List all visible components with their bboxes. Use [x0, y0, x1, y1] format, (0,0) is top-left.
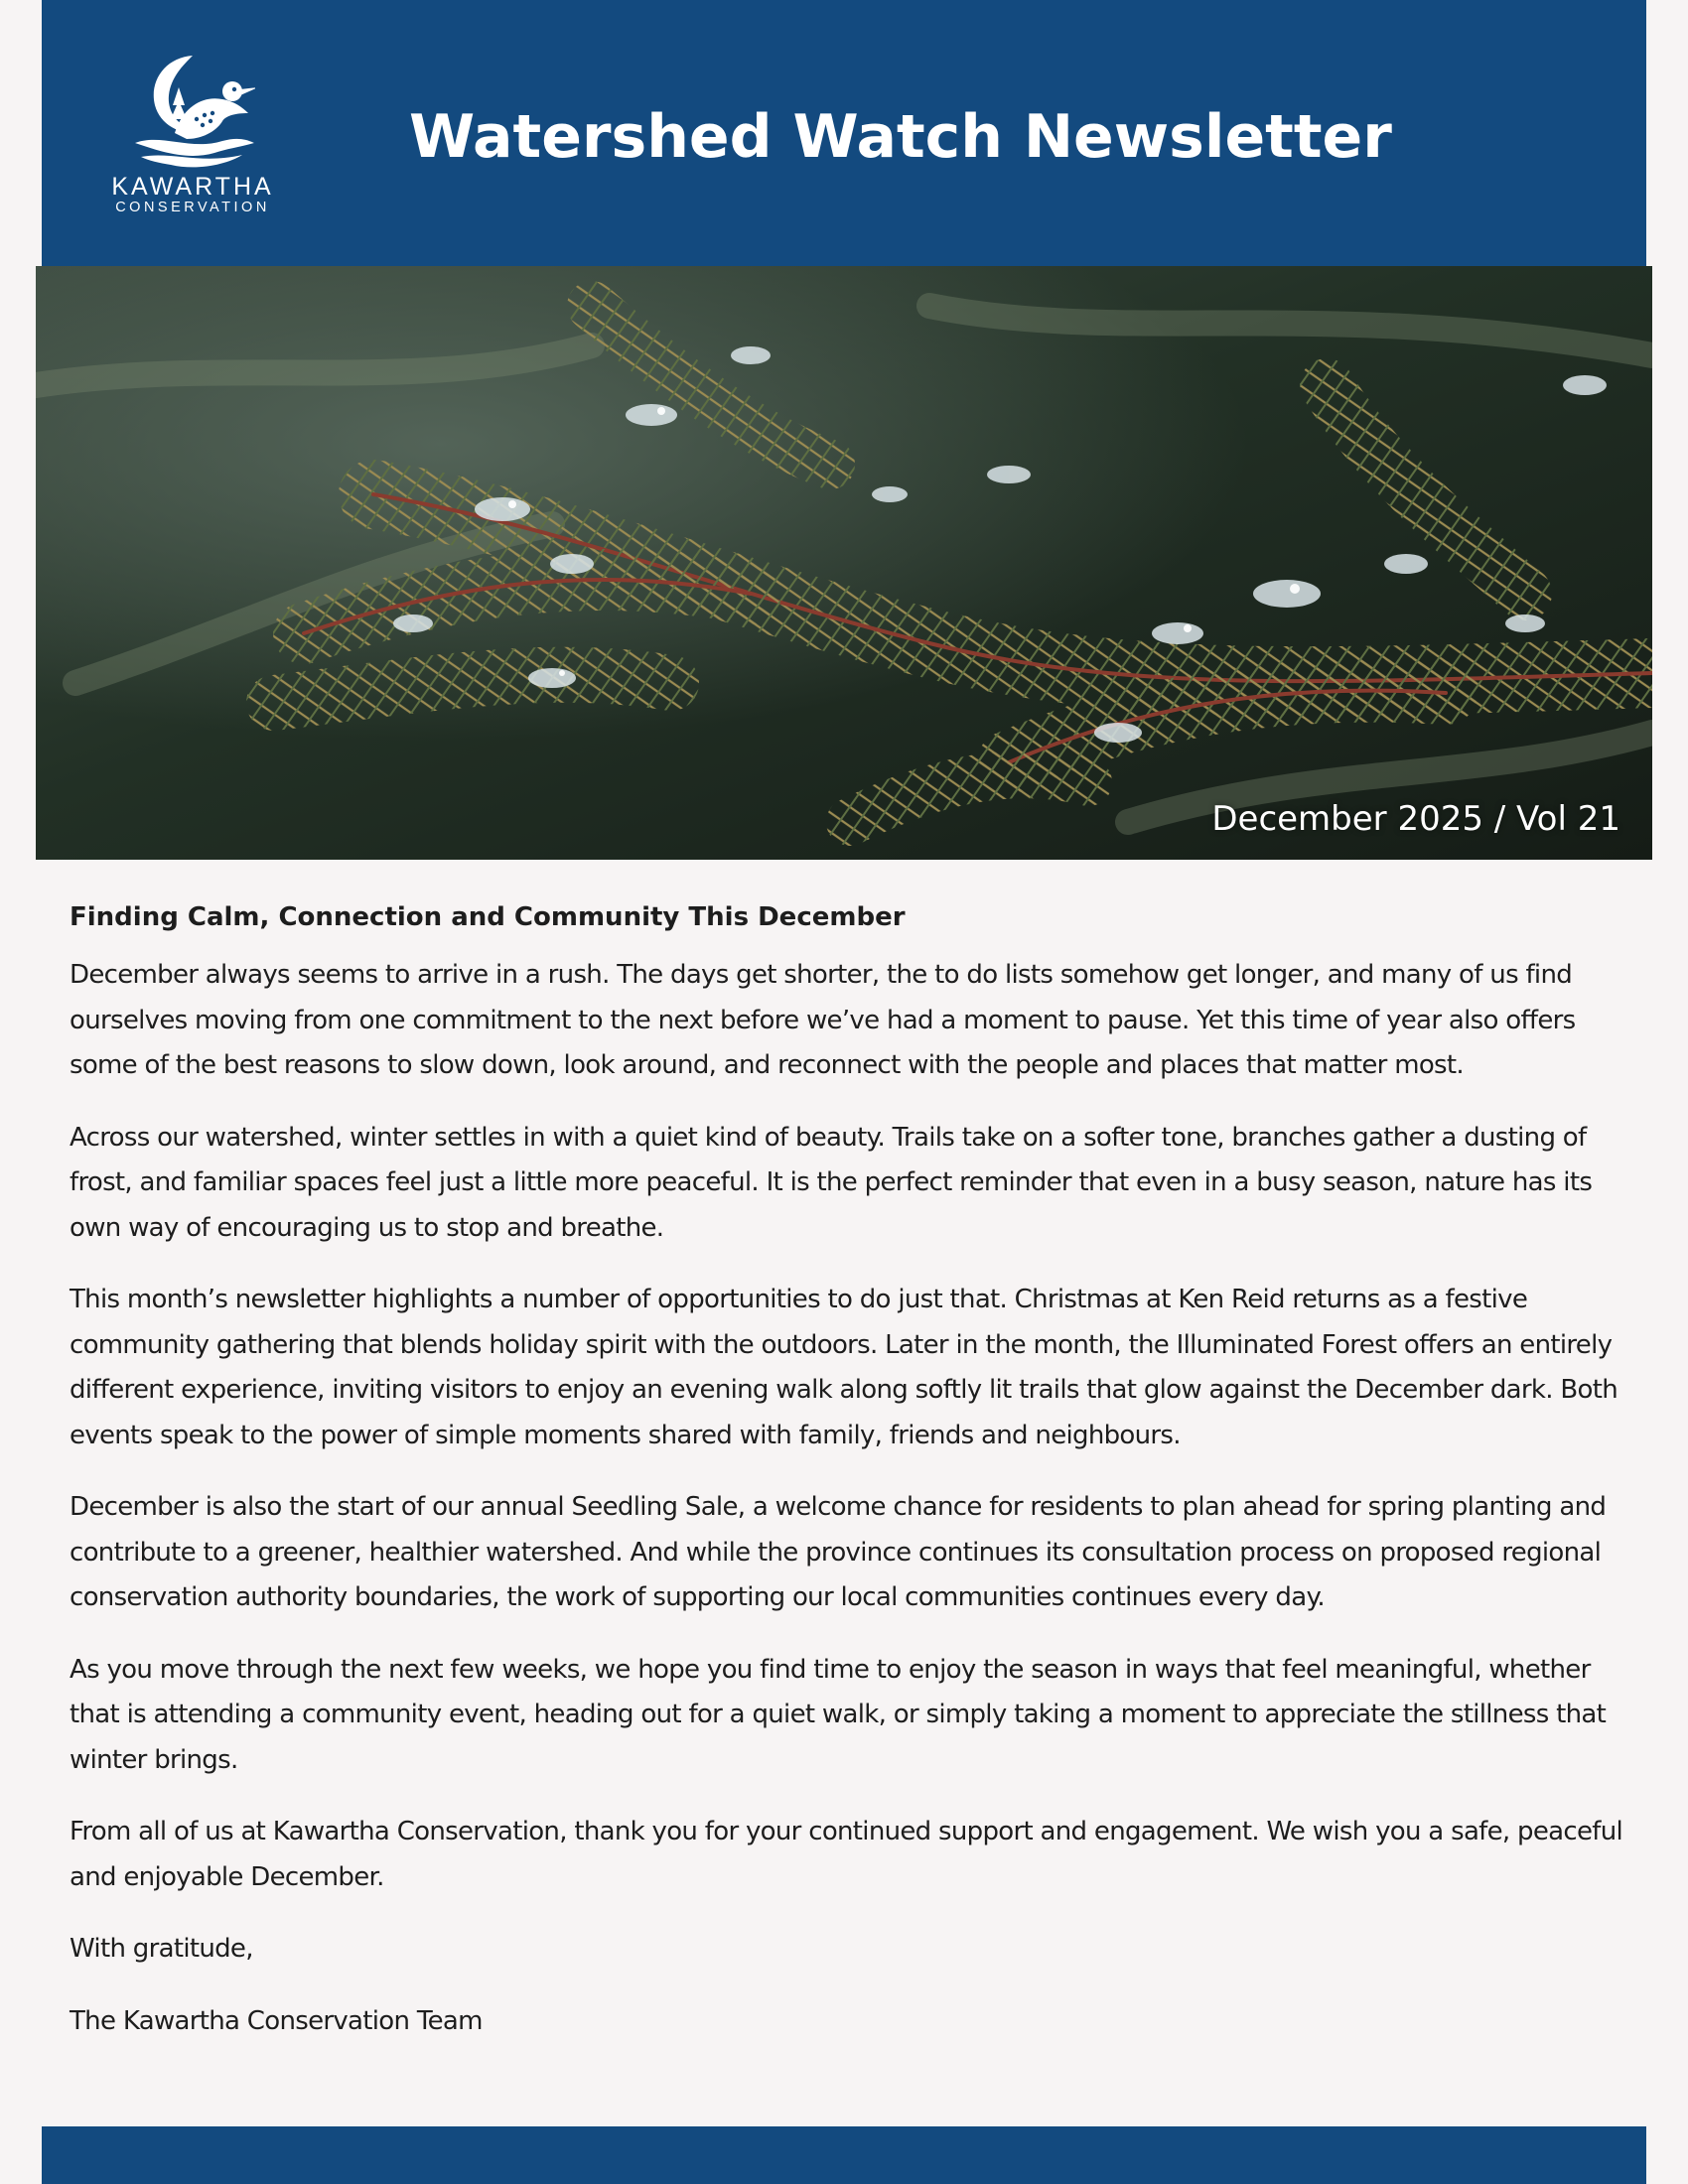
hero-image [36, 266, 1652, 860]
article-paragraph: December is also the start of our annual Seedling Sale, a welcome chance for residents to plan ahead for spring planting and contribute to a greener, healthier watershed. And while the province continues its consultation process on proposed regional conservation authority boundaries, the work of supporting our local communities continues every day. [70, 1492, 1607, 1612]
newsletter-title: Watershed Watch Newsletter [409, 102, 1392, 172]
logo-subtitle: CONSERVATION [115, 200, 270, 215]
article-paragraph: December always seems to arrive in a rush. The days get shorter, the to do lists somehow get longer, and many of us find ourselves moving from one commitment to the next before we’ve had a moment to pause. Yet this time of year also offers some of the best reasons to slow down, look around, and reconnect with the people and places that matter most. [70, 960, 1576, 1080]
loon-logo-icon [131, 48, 255, 172]
article-paragraph: Across our watershed, winter settles in with a quiet kind of beauty. Trails take on a softer tone, branches gather a dusting of frost, and familiar spaces feel just a little more peaceful. It is the perfect reminder that even in a busy season, nature has its own way of encouraging us to stop and breathe. [70, 1122, 1593, 1243]
issue-date-volume: December 2025 / Vol 21 [1211, 799, 1620, 839]
article-paragraph: This month’s newsletter highlights a number of opportunities to do just that. Christmas at Ken Reid returns as a festive community gathering that blends holiday spirit with the outdoors. Later in the month, the Illuminated Forest offers an entirely different experience, inviting visitors to enjoy an evening walk along softly lit trails that glow against the December dark. Both events speak to the power of simple moments shared with family, friends and neighbours. [70, 1285, 1618, 1450]
article-headline: Finding Calm, Connection and Community This December [70, 902, 906, 932]
signature: The Kawartha Conservation Team [70, 2005, 483, 2036]
footer-bar [42, 2126, 1646, 2184]
logo-wordmark: KAWARTHA [111, 173, 274, 201]
closing-line: With gratitude, [70, 1934, 253, 1964]
article-paragraph: From all of us at Kawartha Conservation, thank you for your continued support and engagement. We wish you a safe, peaceful and enjoyable December. [70, 1817, 1623, 1892]
article-body [70, 899, 1628, 2071]
newsletter-header [42, 0, 1646, 266]
kawartha-conservation-logo [93, 48, 292, 216]
frosted-spruce-branches-image [36, 266, 1652, 860]
article-paragraph: As you move through the next few weeks, we hope you find time to enjoy the season in ways that feel meaningful, whether that is attending a community event, heading out for a quiet walk, or simply taking a moment to appreciate the stillness that winter brings. [70, 1654, 1607, 1775]
